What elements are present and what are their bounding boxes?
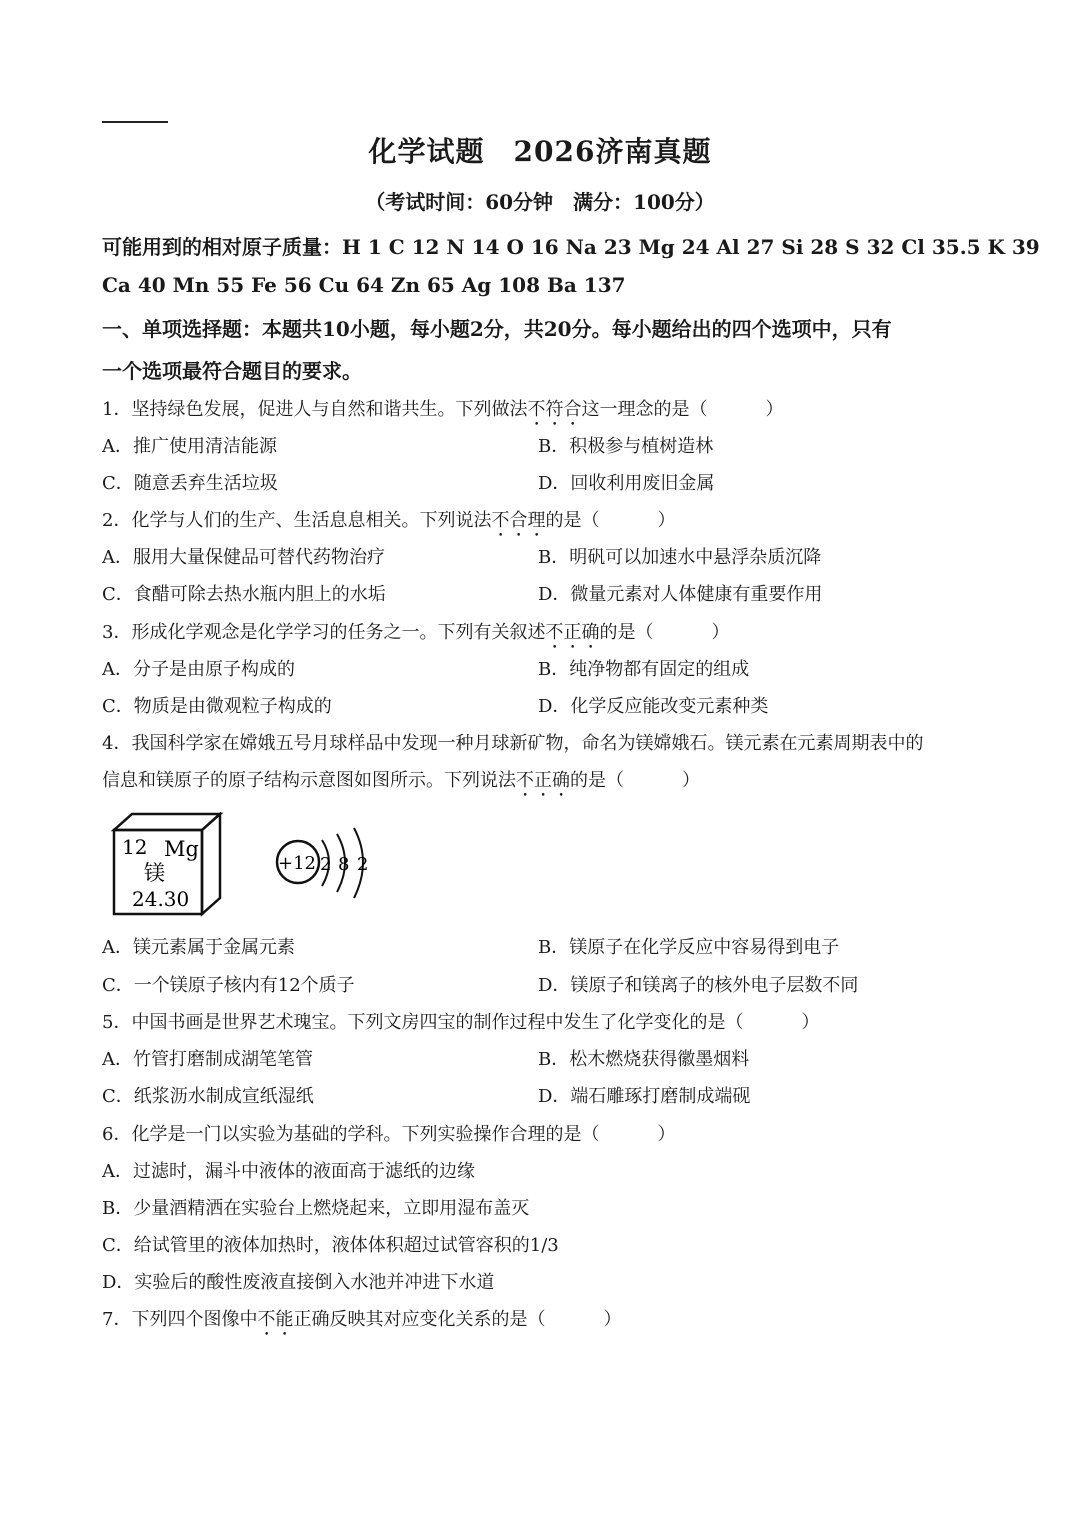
question-4-stem-line-1: 4．我国科学家在嫦娥五号月球样品中发现一种月球新矿物，命名为镁嫦娥石。镁元素在元素周期表中的 <box>102 733 924 754</box>
question-4-option-b: B．镁原子在化学反应中容易得到电子 <box>538 937 840 958</box>
question-3-option-d: D．化学反应能改变元素种类 <box>538 696 769 717</box>
emphasis-text: 不正确 <box>545 622 600 643</box>
question-1-option-b: B．积极参与植树造林 <box>538 436 714 457</box>
nucleus-charge: +12 <box>278 853 316 874</box>
question-4-option-c: C．一个镁原子核内有12个质子 <box>102 975 355 996</box>
question-1-option-c: C．随意丢弃生活垃圾 <box>102 473 278 494</box>
question-1-stem: 1．坚持绿色发展，促进人与自然和谐共生。下列做法不符合这一理念的是（ ） <box>102 399 784 420</box>
question-7-stem: 7．下列四个图像中不能正确反映其对应变化关系的是（ ） <box>102 1309 622 1330</box>
question-4-option-a: A．镁元素属于金属元素 <box>102 937 295 958</box>
section-heading-line-2: 一个选项最符合题目的要求。 <box>102 359 362 383</box>
question-2-option-b: B．明矾可以加速水中悬浮杂质沉降 <box>538 547 822 568</box>
atomic-mass-line-2: Ca 40 Mn 55 Fe 56 Cu 64 Zn 65 Ag 108 Ba 137 <box>102 273 626 297</box>
shell-electrons-2: 8 <box>338 854 350 875</box>
question-6-option-a: A．过滤时，漏斗中液体的液面高于滤纸的边缘 <box>102 1161 475 1182</box>
element-symbol: Mg <box>164 837 199 861</box>
question-2-option-c: C．食醋可除去热水瓶内胆上的水垢 <box>102 584 386 605</box>
emphasis-text: 不合理 <box>491 510 546 531</box>
question-3-stem: 3．形成化学观念是化学学习的任务之一。下列有关叙述不正确的是（ ） <box>102 622 730 643</box>
question-2-option-a: A．服用大量保健品可替代药物治疗 <box>102 547 385 568</box>
section-heading-line-1: 一、单项选择题：本题共10小题，每小题2分，共20分。每小题给出的四个选项中，只有 <box>102 317 892 341</box>
question-5-stem: 5．中国书画是世界艺术瑰宝。下列文房四宝的制作过程中发生了化学变化的是（ ） <box>102 1012 820 1033</box>
question-5-option-a: A．竹管打磨制成湖笔笔管 <box>102 1049 313 1070</box>
emphasis-text: 不符合 <box>527 399 582 420</box>
question-4-option-d: D．镁原子和镁离子的核外电子层数不同 <box>538 975 859 996</box>
question-5-option-c: C．纸浆沥水制成宣纸湿纸 <box>102 1086 314 1107</box>
question-2-stem: 2．化学与人们的生产、生活息息相关。下列说法不合理的是（ ） <box>102 510 676 531</box>
question-6-option-b: B．少量酒精洒在实验台上燃烧起来，立即用湿布盖灭 <box>102 1198 530 1219</box>
cell-box-side <box>202 814 220 914</box>
emphasis-text: 不正确 <box>516 770 570 791</box>
element-name: 镁 <box>144 861 165 885</box>
question-3-option-b: B．纯净物都有固定的组成 <box>538 659 750 680</box>
question-3-option-a: A．分子是由原子构成的 <box>102 659 295 680</box>
question-6-option-d: D．实验后的酸性废液直接倒入水池并冲进下水道 <box>102 1272 495 1293</box>
question-5-option-d: D．端石雕琢打磨制成端砚 <box>538 1086 751 1107</box>
question-1-option-a: A．推广使用清洁能源 <box>102 436 277 457</box>
emphasis-text: 不能 <box>257 1309 294 1330</box>
question-2-option-d: D．微量元素对人体健康有重要作用 <box>538 584 823 605</box>
question-6-stem: 6．化学是一门以实验为基础的学科。下列实验操作合理的是（ ） <box>102 1124 676 1145</box>
question-6-option-c: C．给试管里的液体加热时，液体体积超过试管容积的1/3 <box>102 1235 559 1256</box>
atomic-mass-line-1: 可能用到的相对原子质量：H 1 C 12 N 14 O 16 Na 23 Mg 24 Al 27 Si 28 S 32 Cl 35.5 K 39 <box>102 235 1040 259</box>
shell-electrons-1: 2 <box>320 854 332 875</box>
question-3-option-c: C．物质是由微观粒子构成的 <box>102 696 332 717</box>
atomic-mass: 24.30 <box>132 887 190 911</box>
question-1-option-d: D．回收利用废旧金属 <box>538 473 715 494</box>
question-5-option-b: B．松木燃烧获得徽墨烟料 <box>538 1049 750 1070</box>
element-number: 12 <box>122 835 148 859</box>
magnesium-figure <box>108 812 398 922</box>
shell-electrons-3: 2 <box>357 854 369 875</box>
top-rule <box>102 121 168 123</box>
page-title: 化学试题 2026济南真题 <box>368 135 712 168</box>
question-4-stem-line-2: 信息和镁原子的原子结构示意图如图所示。下列说法不正确的是（ ） <box>102 770 700 791</box>
exam-info: （考试时间：60分钟 满分：100分） <box>365 190 715 214</box>
